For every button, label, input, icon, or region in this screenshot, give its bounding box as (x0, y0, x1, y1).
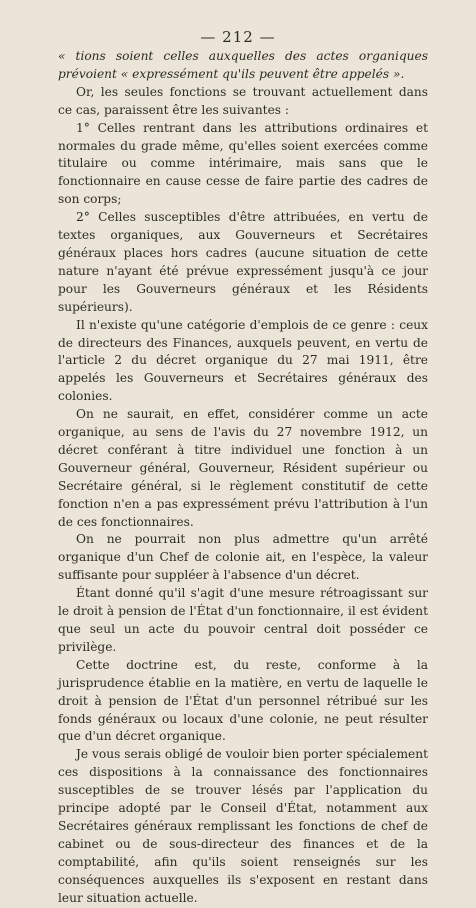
paragraph: Il n'existe qu'une catégorie d'emplois de ce genre : ceux de directeurs des Finances, auxquels peuvent, en vertu de l'article 2 du décret organique du 27 mai 1911, être appelés les Gouverneurs et Secrétaires généraux des colonies. (58, 317, 428, 404)
page-number: — 212 — (200, 28, 276, 46)
quote-continuation: « tions soient celles auxquelles des actes organiques prévoient « expressément qu'ils peuvent être appelés ». (58, 49, 428, 81)
paragraph: On ne saurait, en effet, considérer comme un acte organique, au sens de l'avis du 27 novembre 1912, un décret conférant à titre individuel une fonction à un Gouverneur général, Gouverneur, Résident supérieur ou Secrétaire général, si le règlement constitutif de cette fonction n'en a pas expressément prévu l'attribution à l'un de ces fonctionnaires. (58, 407, 428, 529)
paragraph: Cette doctrine est, du reste, conforme à la jurisprudence établie en la matière, en vertu de laquelle le droit à pension de l'État d'un personnel rétribué sur les fonds généraux ou locaux d'une colonie, ne peut résulter que d'un décret organique. (58, 657, 428, 744)
paragraph: On ne pourrait non plus admettre qu'un arrêté organique d'un Chef de colonie ait, en l'espèce, la valeur suffisante pour suppléer à l'absence d'un décret. (58, 532, 428, 583)
list-item-2: 2° Celles susceptibles d'être attribuées, en vertu de textes organiques, aux Gouverneurs et Secrétaires généraux places hors cadres (aucune situation de cette nature n'ayant été prévue expressément jusqu'à ce jour pour les Gouverneurs généraux et les Résidents supérieurs). (58, 210, 428, 314)
list-item-1: 1° Celles rentrant dans les attributions ordinaires et normales du grade même, qu'elles soient exercées comme titulaire ou comme intérimaire, mais sans que le fonctionnaire en cause cesse de faire partie des cadres de son corps; (58, 120, 428, 207)
paragraph: Étant donné qu'il s'agit d'une mesure rétroagissant sur le droit à pension de l'État d'un fonctionnaire, il est évident que seul un acte du pouvoir central doit posséder ce privilège. (58, 586, 428, 654)
body-text (58, 48, 428, 908)
paragraph: Je vous serais obligé de vouloir bien porter spécialement ces dispositions à la connaissance des fonctionnaires susceptibles de se trouver lésés par l'application du principe adopté par le Conseil d'État, notamment aux Secrétaires généraux remplissant les fonctions de chef de cabinet ou de sous-directeur des finances et de la comptabilité, afin qu'ils soient renseignés sur les conséquences auxquelles ils s'exposent en restant dans leur situation actuelle. (58, 747, 428, 905)
paragraph: Or, les seules fonctions se trouvant actuellement dans ce cas, paraissent être les suivantes : (58, 84, 428, 117)
